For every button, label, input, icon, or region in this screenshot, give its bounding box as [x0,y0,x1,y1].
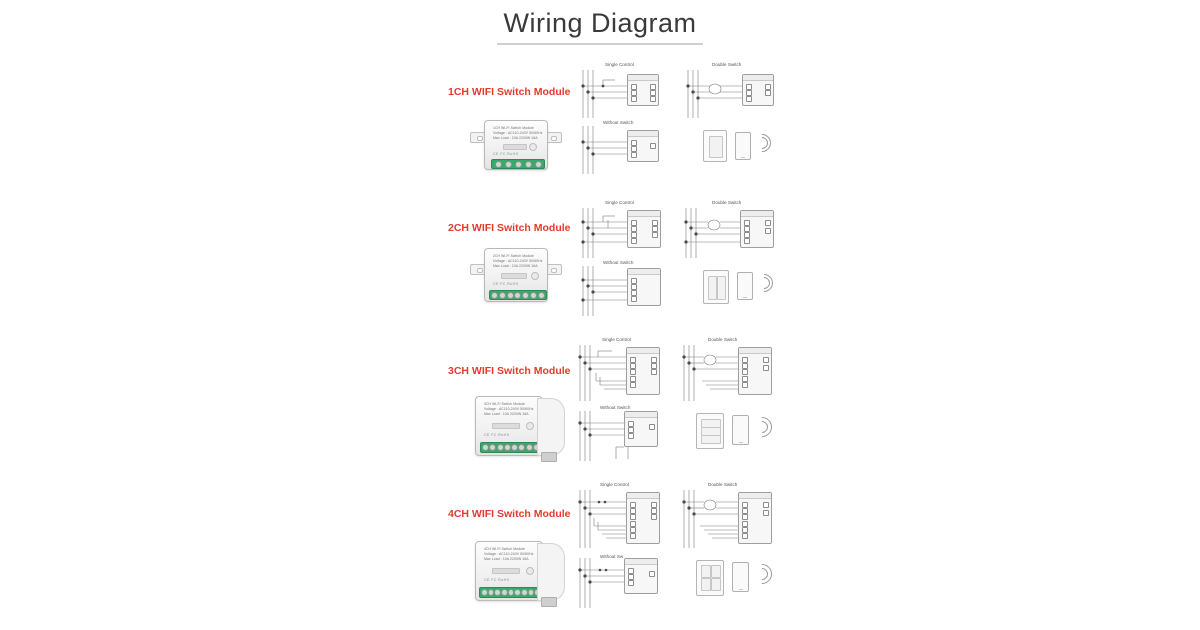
terminal-strip [479,587,543,598]
panel-without-switch-1ch [575,118,680,178]
panel-app-control-2ch [685,258,790,320]
panel-single-control-1ch [575,60,680,120]
section-label-1ch: 1CH WIFI Switch Module [448,86,571,98]
device-body [475,541,543,601]
terminal [511,444,518,451]
relay-module [626,492,660,544]
certification-marks: CE FC RoHS [484,578,510,582]
relay-top [741,211,773,217]
relay-terminal [631,96,637,102]
relay-module [627,210,661,248]
device-body [475,396,543,456]
device-spec-line-2: Voltage : AC110-240V 50/60Hz [493,259,543,263]
relay-terminal [763,357,769,363]
relay-top [627,493,659,499]
panel-app-control-1ch [685,118,790,178]
device-cable [537,398,565,456]
smartphone-app[interactable] [732,562,749,592]
terminal [522,292,529,299]
relay-top [627,348,659,354]
device-spec-line-1: 4CH Wi-Fi Switch Module [484,547,525,551]
terminal [521,589,528,596]
panel-caption: Single Control [600,482,629,487]
switch-rocker[interactable] [711,565,721,578]
panel-without-switch-2ch [575,258,680,320]
relay-terminal [630,369,636,375]
switch-rocker[interactable] [708,276,717,300]
terminal [497,444,504,451]
panel-caption: Without Sw [600,554,624,559]
device-spec-line-1: 3CH Wi-Fi Switch Module [484,402,525,406]
relay-top [625,412,657,418]
pair-button[interactable] [526,567,534,575]
terminal [514,589,521,596]
terminal [508,589,515,596]
page-title: Wiring Diagram [497,8,702,45]
panel-caption: Without Switch [603,260,634,265]
relay-terminal [651,369,657,375]
panel-caption: Double Switch [712,62,742,67]
section-label-2ch: 2CH WIFI Switch Module [448,222,571,234]
relay-terminal [742,369,748,375]
panel-caption: Single Control [605,62,634,67]
relay-module [627,268,661,306]
relay-module [738,492,772,544]
terminal-strip [489,290,547,300]
terminal [530,292,537,299]
pair-button[interactable] [531,272,539,280]
terminal [481,589,488,596]
panel-caption: Single Control [605,200,634,205]
relay-terminal [649,424,655,430]
relay-top [628,75,658,81]
wall-switch-plate[interactable] [696,560,724,596]
relay-terminal [631,152,637,158]
terminal [518,444,525,451]
terminal [514,292,521,299]
panel-caption: Double Switch [708,482,738,487]
relay-terminal [763,365,769,371]
relay-terminal [744,238,750,244]
smartphone-app[interactable] [737,272,753,300]
relay-terminal [742,514,748,520]
terminal-strip [491,159,545,169]
device-spec-line-3: Max Load : 10A 2200W 16A [484,412,529,416]
terminal [489,444,496,451]
relay-terminal [631,238,637,244]
relay-terminal [763,502,769,508]
terminal [482,444,489,451]
relay-terminal [765,90,771,96]
relay-terminal [742,382,748,388]
switch-rocker[interactable] [701,578,711,591]
wall-switch-plate[interactable] [696,413,724,449]
device-spec-line-1: 2CH Wi-Fi Switch Module [493,254,534,258]
terminal [535,161,542,168]
device-spec-line-2: Voltage : AC110-240V 50/60Hz [484,552,534,556]
terminal [499,292,506,299]
wall-switch-plate[interactable] [703,130,727,162]
relay-terminal [628,580,634,586]
section-label-4ch: 4CH WIFI Switch Module [448,508,571,520]
relay-terminal [650,143,656,149]
relay-terminal [765,220,771,226]
relay-top [739,493,771,499]
relay-module [742,74,774,106]
terminal [501,589,508,596]
device-slot [492,423,520,429]
device-slot [492,568,520,574]
relay-module [624,558,658,594]
relay-terminal [631,296,637,302]
certification-marks: CE FC RoHS [493,152,519,156]
pair-button[interactable] [526,422,534,430]
relay-terminal [628,433,634,439]
smartphone-app[interactable] [732,415,749,445]
device-spec-line-1: 1CH Wi-Fi Switch Module [493,126,534,130]
relay-top [628,131,658,137]
smartphone-app[interactable] [735,132,751,160]
terminal [528,589,535,596]
terminal [495,161,502,168]
cable-connector [541,452,557,462]
device-spec-line-3: Max Load : 10A 2200W 16A [493,136,538,140]
relay-top [625,559,657,565]
cable-connector [541,597,557,607]
panel-caption: Double Switch [712,200,742,205]
relay-module [740,210,774,248]
section-label-3ch: 3CH WIFI Switch Module [448,365,571,377]
device-slot [503,144,527,150]
terminal [494,589,501,596]
device-body [484,120,548,170]
relay-terminal [649,571,655,577]
relay-terminal [630,382,636,388]
panel-without-switch-4ch [572,552,680,610]
page-title-wrap [0,8,1200,45]
relay-module [627,130,659,162]
section-3ch [380,335,800,470]
section-4ch [380,480,800,625]
relay-module [624,411,658,447]
panel-double-switch-3ch [676,335,786,403]
panel-caption: Double Switch [708,337,738,342]
panel-double-switch-2ch [678,198,786,260]
panel-app-control-3ch [680,403,788,465]
relay-terminal [765,228,771,234]
panel-single-control-3ch [572,335,680,403]
pair-button[interactable] [529,143,537,151]
section-2ch [380,198,800,323]
terminal [526,444,533,451]
relay-top [739,348,771,354]
relay-terminal [746,96,752,102]
relay-top [743,75,773,81]
section-1ch [380,60,800,180]
switch-rocker[interactable] [701,565,711,578]
switch-rocker[interactable] [709,136,723,158]
device-spec-line-2: Voltage : AC110-240V 50/60Hz [484,407,534,411]
panel-without-switch-3ch [572,403,680,465]
terminal [504,444,511,451]
switch-rocker[interactable] [701,435,721,444]
panel-app-control-4ch [680,552,788,610]
relay-terminal [650,96,656,102]
panel-caption: Without Switch [600,405,631,410]
device-spec-line-3: Max Load : 10A 2200W 16A [484,557,529,561]
device-spec-line-2: Voltage : AC110-240V 50/60Hz [493,131,543,135]
device-slot [501,273,527,279]
wall-switch-plate[interactable] [703,270,729,304]
terminal [507,292,514,299]
terminal [505,161,512,168]
terminal [525,161,532,168]
switch-rocker[interactable] [711,578,721,591]
relay-top [628,211,660,217]
panel-double-switch-1ch [680,60,785,120]
relay-module [626,347,660,395]
terminal-strip [480,442,542,453]
relay-module [627,74,659,106]
certification-marks: CE FC RoHS [493,282,519,286]
panel-caption: Single Control [602,337,631,342]
device-body [484,248,548,302]
panel-single-control-2ch [575,198,680,260]
panel-caption: Without Switch [603,120,634,125]
terminal [491,292,498,299]
device-spec-line-3: Max Load : 10A 2200W 16A [493,264,538,268]
relay-terminal [630,514,636,520]
relay-terminal [630,533,636,539]
relay-terminal [651,514,657,520]
certification-marks: CE FC RoHS [484,433,510,437]
device-cable [537,543,565,601]
terminal [488,589,495,596]
relay-terminal [763,510,769,516]
switch-rocker[interactable] [717,276,726,300]
relay-terminal [652,232,658,238]
relay-terminal [742,533,748,539]
panel-double-switch-4ch [676,480,786,550]
panel-single-control-4ch [572,480,680,550]
terminal [515,161,522,168]
relay-top [628,269,660,275]
terminal [538,292,545,299]
relay-module [738,347,772,395]
